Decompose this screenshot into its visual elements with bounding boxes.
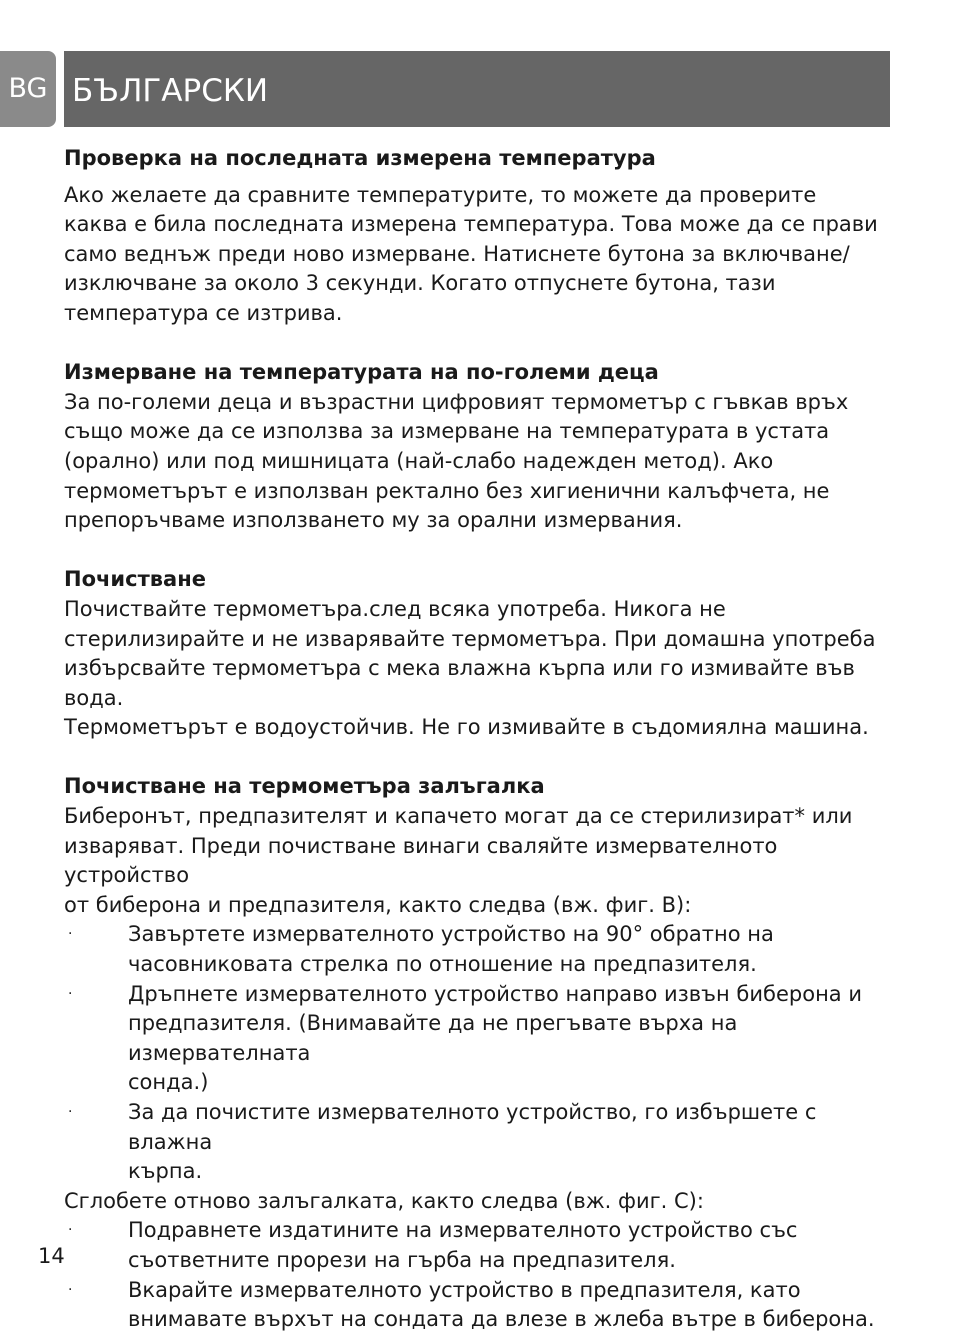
section-heading: Проверка на последната измерена температура xyxy=(64,146,656,170)
text-line: също може да се използва за измерване на температурата в устата xyxy=(64,419,830,444)
section-older-children xyxy=(64,358,904,536)
text-line: предпазителя. (Внимавайте да не прегъвате върха на измервателната xyxy=(128,1011,738,1065)
text-line: препоръчваме използването му за орални измервания. xyxy=(64,508,683,533)
section-heading: Почистване на термометъра залъгалка xyxy=(64,774,545,799)
text-line: Ако желаете да сравните температурите, то можете да проверите xyxy=(64,182,817,207)
text-line: Дръпнете измервателното устройство направо извън биберона и xyxy=(128,981,862,1006)
text-line: съответните прорези на гърба на предпазителя. xyxy=(128,1247,676,1272)
reassembly-steps-list xyxy=(64,1216,904,1334)
text-line: стерилизирайте и не изварявайте термометъра. При домашна употреба xyxy=(64,626,876,651)
language-header: БЪЛГАРСКИ xyxy=(64,51,890,127)
section-pacifier-cleaning xyxy=(64,772,904,1334)
bullet-dot: · xyxy=(68,985,73,1002)
list-item xyxy=(64,1276,904,1335)
text-line: внимавате върхът на сондата да влезе в жлеба вътре в биберона. xyxy=(128,1307,875,1332)
text-line: изключване за около 3 секунди. Когато отпуснете бутона, тази xyxy=(64,271,776,296)
text-line: изваряват. Преди почистване винаги сваляйте измервателното устройство xyxy=(64,833,778,888)
disassembly-steps-list xyxy=(64,920,904,1186)
bullet-dot: · xyxy=(68,1104,73,1120)
bullet-dot: · xyxy=(68,1222,73,1239)
text-line: каква е била последната измерена температура. Това може да се прави xyxy=(64,212,878,237)
page-number: 14 xyxy=(38,1244,65,1268)
list-item xyxy=(64,1216,904,1275)
text-line: За по-големи деца и възрастни цифровият термометър с гъвкав връх xyxy=(64,389,849,414)
reassemble-intro: Сглобете отново залъгалката, както следва (вж. фиг. C): xyxy=(64,1188,704,1213)
text-line: термометърът е използван ректално без хигиенични калъфчета, не xyxy=(64,478,830,503)
language-code-tab: BG xyxy=(0,51,56,127)
paragraph xyxy=(64,595,904,743)
bullet-dot: · xyxy=(68,926,73,943)
list-item xyxy=(64,1098,904,1187)
section-heading: Измерване на температурата на по-големи деца xyxy=(64,360,659,385)
text-line: Подравнете издатините на измервателното устройство със xyxy=(128,1218,798,1243)
text-line: (орално) или под мишницата (най-слабо надежден метод). Ако xyxy=(64,448,774,473)
text-line: температура се изтрива. xyxy=(64,300,343,325)
bullet-dot: · xyxy=(68,1281,73,1298)
paragraph xyxy=(64,388,904,536)
text-line: часовниковата стрелка по отношение на предпазителя. xyxy=(128,952,757,977)
text-line: от биберона и предпазителя, както следва (вж. фиг. B): xyxy=(64,892,692,917)
text-line: избърсвайте термометъра с мека влажна кърпа или го измивайте във вода. xyxy=(64,656,855,710)
section-heading: Почистване xyxy=(64,567,206,592)
text-line: Биберонът, предпазителят и капачето могат да се стерилизират* или xyxy=(64,804,853,829)
paragraph xyxy=(64,802,904,920)
list-item xyxy=(64,920,904,979)
text-line: Термометърът е водоустойчив. Не го измивайте в съдомиялна машина. xyxy=(64,715,869,740)
section-cleaning xyxy=(64,565,904,743)
text-line: Почиствайте термометъра.след всяка употреба. Никога не xyxy=(64,596,726,621)
text-line: Завъртете измервателното устройство на 90° обратно на xyxy=(128,922,774,947)
text-line: сонда.) xyxy=(128,1070,209,1095)
section-last-temperature xyxy=(64,144,904,329)
list-item xyxy=(64,980,904,1098)
text-line: Вкарайте измервателното устройство в предпазителя, като xyxy=(128,1277,801,1302)
text-line: кърпа. xyxy=(128,1159,203,1184)
text-line: За да почистите измервателното устройство, го избършете с влажна xyxy=(128,1100,817,1154)
paragraph xyxy=(64,181,904,329)
text-line: само веднъж преди ново измерване. Натиснете бутона за включване/ xyxy=(64,241,850,266)
page-content xyxy=(64,144,904,1335)
